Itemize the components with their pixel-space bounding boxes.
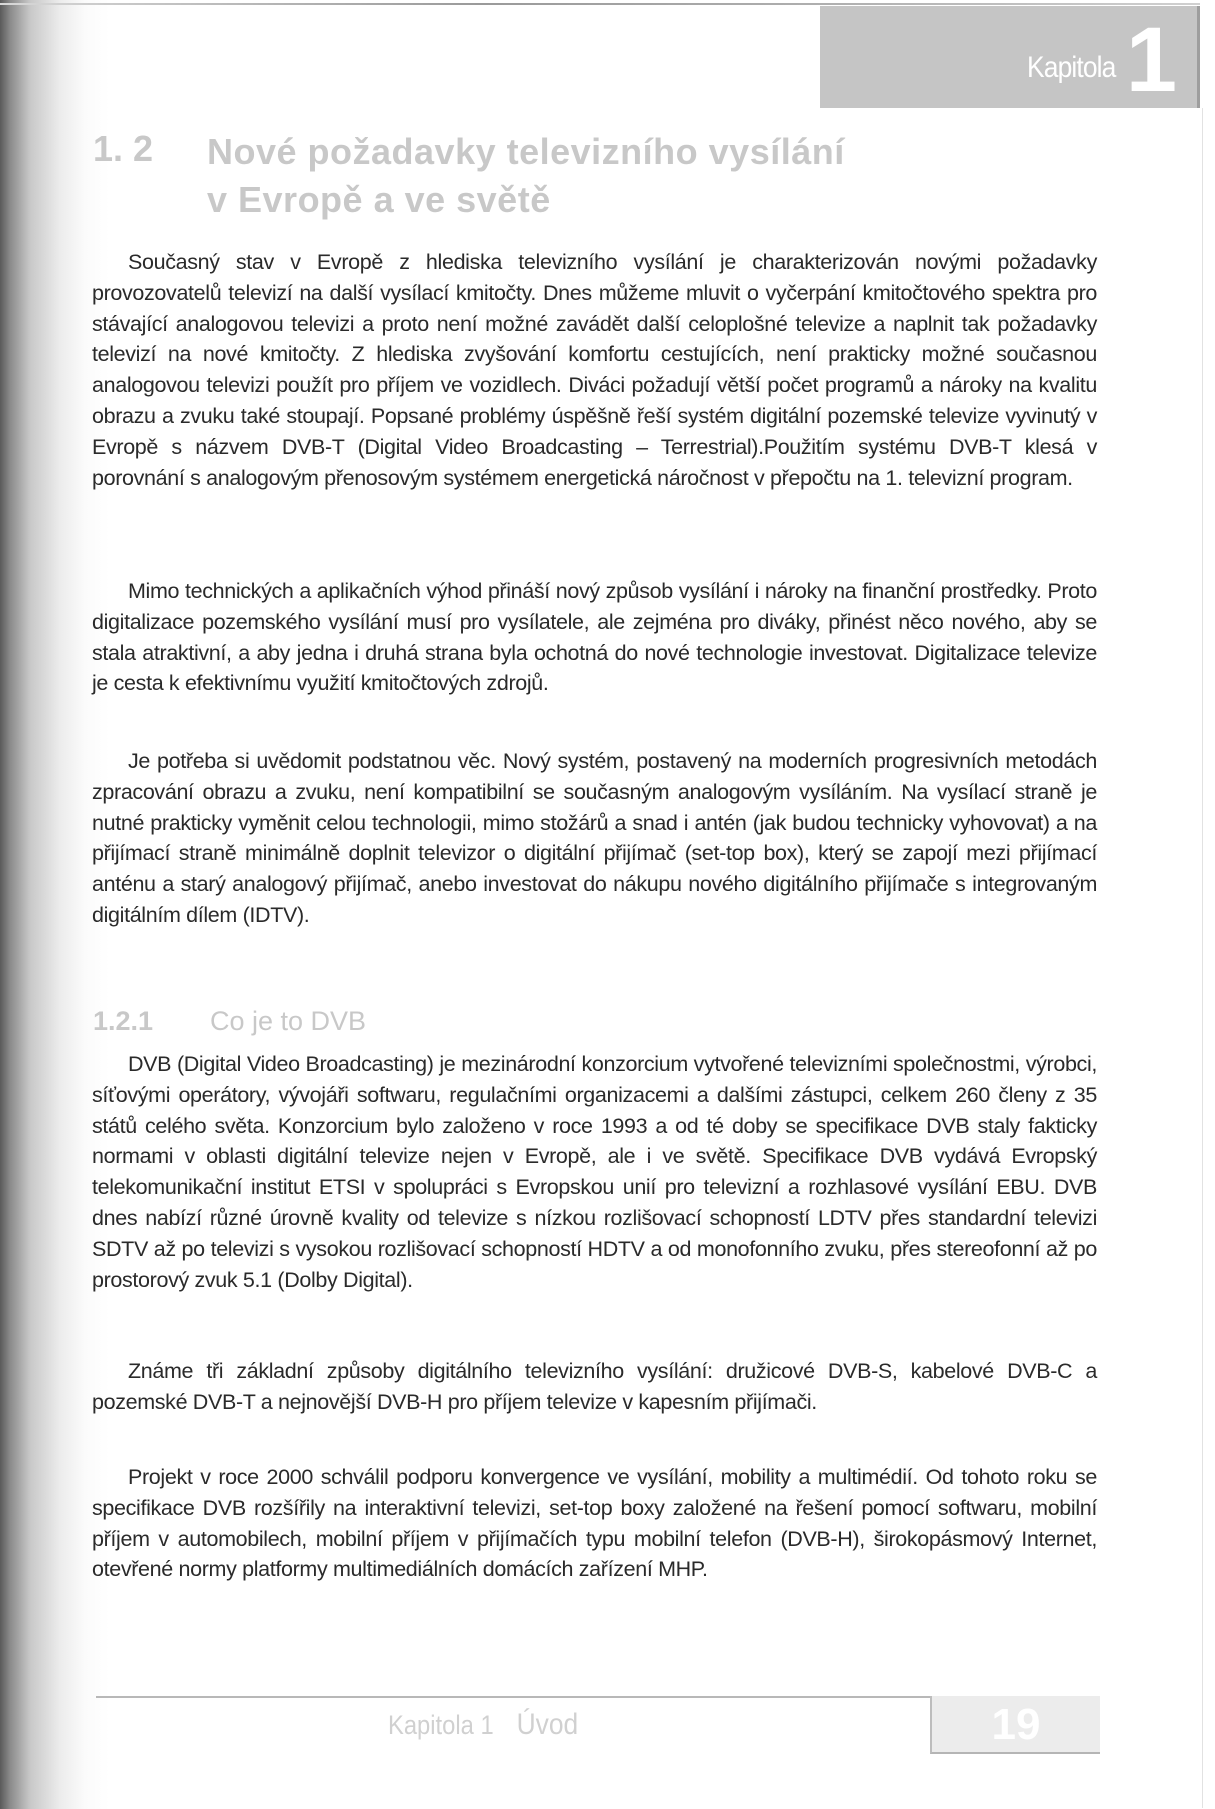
- chapter-number: 1: [1125, 9, 1177, 111]
- section-title-line-1: Nové požadavky televizního vysílání: [207, 131, 845, 172]
- paragraph: Známe tři základní způsoby digitálního televizního vysílání: družicové DVB-S, kabelové DVB-C a pozemské DVB-T a nejnovější DVB-H pro příjem televize v kapesním přijímači.: [92, 1359, 1097, 1414]
- section-title-line-2: v Evropě a ve světě: [207, 179, 551, 220]
- right-edge-line: [1202, 108, 1203, 1808]
- chapter-tab: [820, 6, 1200, 111]
- subsection-number: 1.2.1: [93, 1006, 154, 1036]
- chapter-label: Kapitola: [1026, 51, 1115, 84]
- top-edge-rule: [0, 3, 1200, 5]
- paragraph: DVB (Digital Video Broadcasting) je mezinárodní konzorcium vytvořené televizními společnostmi, výrobci, síťovými operátory, vývojáři softwaru, regulačními organizacemi a dalšími zástupci, celkem 260 členy z 35 států celého světa. Konzorcium bylo založeno v roce 1993 a od té doby se specifikace DVB staly fakticky normami v oblasti digitální televize nejen v Evropě, ale i ve světě. Specifikace DVB vydává Evropský telekomunikační institut ETSI v spolupráci s Evropskou unií pro televizní a rozhlasové vysílání EBU. DVB dnes nabízí různé úrovně kvality od televize s nízkou rozlišovací schopností LDTV přes standardní televizi SDTV až po televizi s vysokou rozlišovací schopností HDTV a od monofonního zvuku, přes stereofonní až po prostorový zvuk 5.1 (Dolby Digital).: [92, 1052, 1097, 1292]
- section-number: 1. 2: [93, 128, 154, 169]
- paragraph: Projekt v roce 2000 schválil podporu konvergence ve vysílání, mobility a multimédií. Od tohoto roku se specifikace DVB rozšířily na interaktivní televizi, set-top boxy založené na řešení pomocí softwaru, mobilní příjem v automobilech, mobilní příjem v přijímačích typu mobilní telefon (DVB-H), širokopásmový Internet, otevřené normy platformy multimediálních domácích zařízení MHP.: [92, 1465, 1097, 1582]
- subsection-title: Co je to DVB: [210, 1006, 367, 1036]
- section-title: [207, 128, 845, 224]
- footer-chapter: Kapitola 1: [388, 1710, 494, 1740]
- paragraph: Současný stav v Evropě z hlediska televizního vysílání je charakterizován novými požadavky provozovatelů televizí na další vysílací kmitočty. Dnes můžeme mluvit o vyčerpání kmitočtového spektra pro stávající analogovou televizi a proto není možné zavádět další celoplošné televize a naplnit tak požadavky televizí na nové kmitočty. Z hlediska zvyšování komfortu cestujících, není prakticky možné současnou analogovou televizi použít pro příjem ve vozidlech. Diváci požadují větší počet programů a nároky na kvalitu obrazu a zvuku také stoupají. Popsané problémy úspěšně řeší systém digitální pozemské televize vyvinutý v Evropě s názvem DVB-T (Digital Video Broadcasting – Terrestrial).Použitím systému DVB-T klesá v porovnání s analogovým přenosovým systémem energetická náročnost v přepočtu na 1. televizní program.: [92, 250, 1097, 490]
- paragraph: Mimo technických a aplikačních výhod přináší nový způsob vysílání i nároky na finanční prostředky. Proto digitalizace pozemského vysílání musí pro vysílatele, ale zejména pro diváky, přinést něco nového, aby se stala atraktivní, a aby jedna i druhá strana byla ochotná do nové technologie investovat. Digitalizace televize je cesta k efektivnímu využití kmitočtových zdrojů.: [92, 579, 1097, 696]
- footer-title: Úvod: [516, 1708, 579, 1741]
- page-number-box: [930, 1696, 1100, 1754]
- running-footer: [388, 1708, 578, 1742]
- page-number: 19: [991, 1700, 1041, 1749]
- footer-rule: [96, 1696, 933, 1698]
- paragraph: Je potřeba si uvědomit podstatnou věc. Nový systém, postavený na moderních progresivních metodách zpracování obrazu a zvuku, není kompatibilní se současným analogovým vysíláním. Na vysílací straně je nutné prakticky vyměnit celou technologii, mimo stožárů a snad i antén (jak budou technicky vyhovovat) a na přijímací straně minimálně doplnit televizor o digitální přijímač (set-top box), který se zapojí mezi přijímací anténu a starý analogový přijímač, anebo investovat do nákupu nového digitálního přijímače s integrovaným digitálním dílem (IDTV).: [92, 749, 1097, 927]
